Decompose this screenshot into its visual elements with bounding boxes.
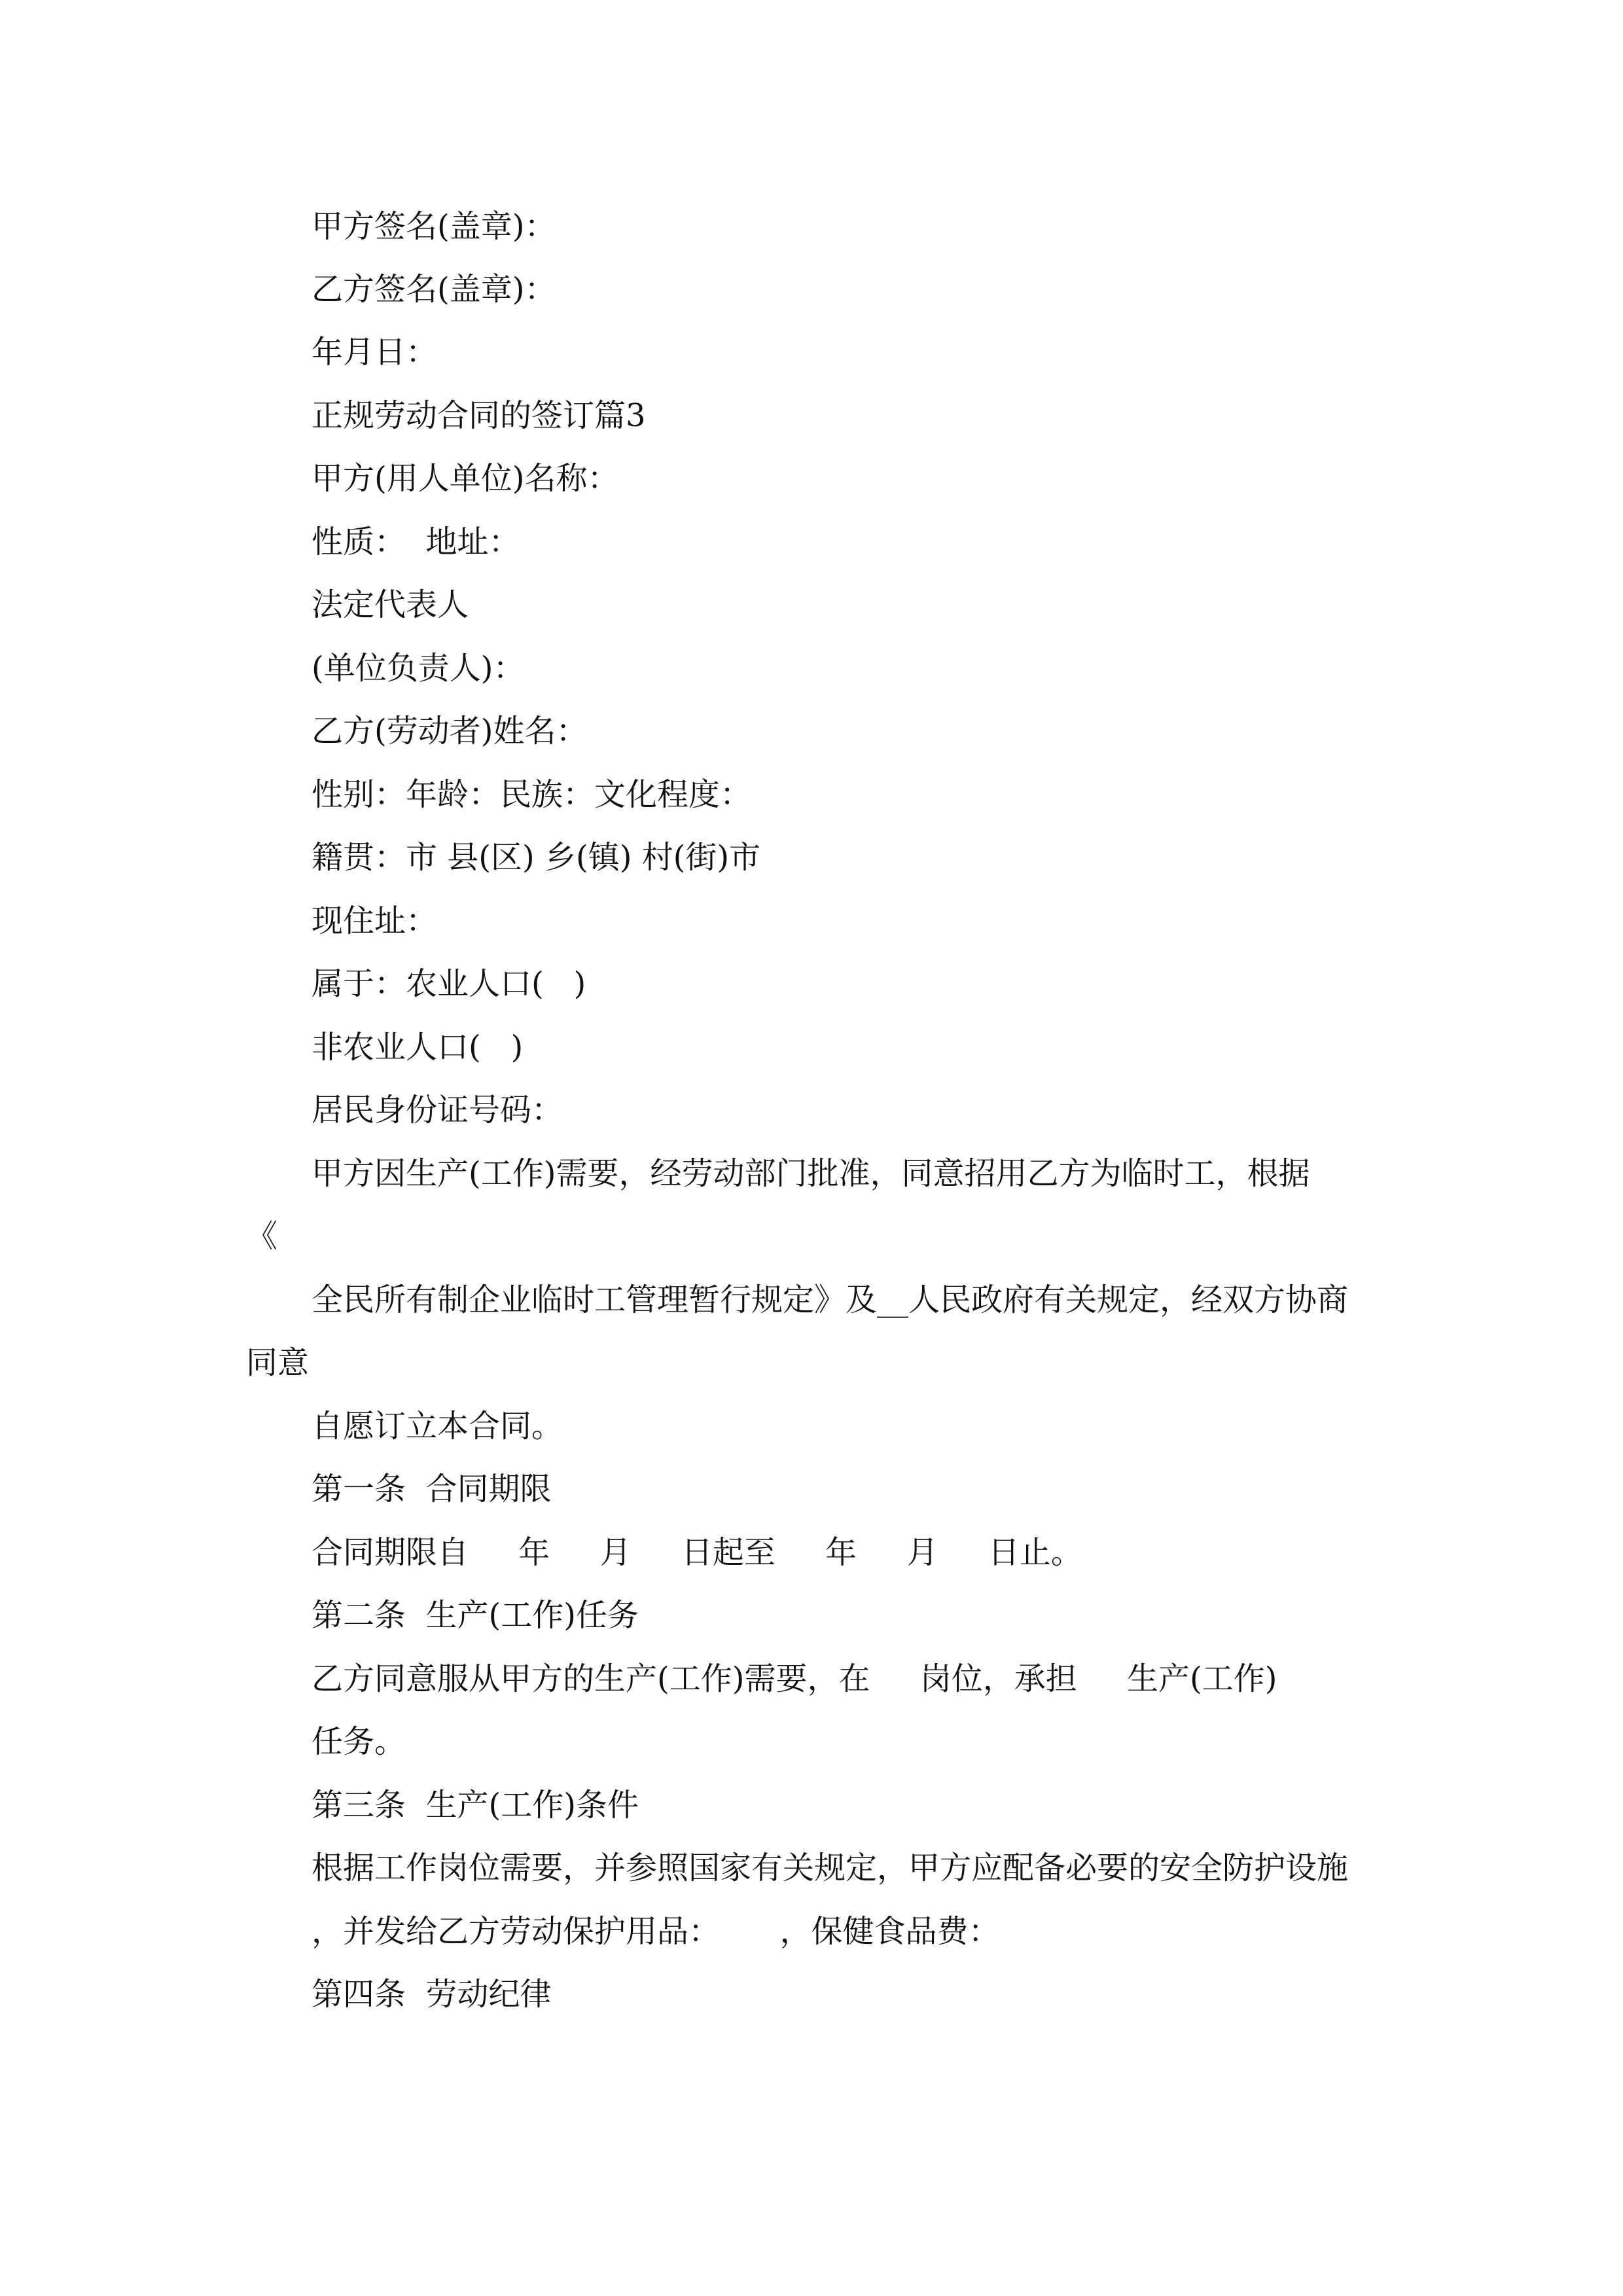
agricultural-household-line: 属于：农业人口( ) [312, 965, 586, 1002]
party-a-signature-line: 甲方签名(盖章)： [312, 208, 556, 245]
task-line: 任务。 [312, 1723, 406, 1760]
legal-representative-line: 法定代表人 [312, 586, 469, 623]
date-line: 年月日： [312, 334, 438, 370]
personal-info-line: 性别：年龄：民族：文化程度： [312, 776, 752, 813]
preamble-continuation: 《 [246, 1218, 278, 1255]
current-address-line: 现住址： [312, 903, 438, 939]
preamble-line: 自愿订立本合同。 [312, 1408, 563, 1444]
party-b-signature-line: 乙方签名(盖章)： [312, 271, 556, 308]
section-heading: 正规劳动合同的签订篇3 [312, 397, 646, 434]
contract-term-line: 合同期限自 年 月 日起至 年 月 日止。 [312, 1534, 1082, 1571]
non-agricultural-household-line: 非农业人口( ) [312, 1029, 524, 1066]
article-heading: 第二条 生产(工作)任务 [312, 1597, 639, 1634]
employee-name-line: 乙方(劳动者)姓名： [312, 713, 588, 749]
nature-address-line: 性质： 地址： [312, 524, 520, 560]
article-heading: 第一条 合同期限 [312, 1471, 552, 1507]
unit-principal-line: (单位负责人)： [312, 650, 525, 687]
article-heading: 第三条 生产(工作)条件 [312, 1787, 639, 1823]
preamble-line: 甲方因生产(工作)需要，经劳动部门批准，同意招用乙方为临时工，根据 [312, 1155, 1310, 1192]
id-number-line: 居民身份证号码： [312, 1092, 563, 1128]
preamble-continuation: 同意 [246, 1344, 310, 1381]
article-heading: 第四条 劳动纪律 [312, 1976, 552, 2013]
task-line: 乙方同意服从甲方的生产(工作)需要，在 岗位，承担 生产(工作) [312, 1660, 1277, 1697]
native-place-line: 籍贯：市 县(区) 乡(镇) 村(街)市 [312, 839, 761, 876]
conditions-line: 根据工作岗位需要，并参照国家有关规定，甲方应配备必要的安全防护设施 [312, 1850, 1349, 1886]
preamble-line: 全民所有制企业临时工管理暂行规定》及__人民政府有关规定，经双方协商 [312, 1282, 1349, 1318]
employer-name-line: 甲方(用人单位)名称： [312, 460, 619, 497]
conditions-line: ，并发给乙方劳动保护用品： ，保健食品费： [312, 1913, 1000, 1950]
